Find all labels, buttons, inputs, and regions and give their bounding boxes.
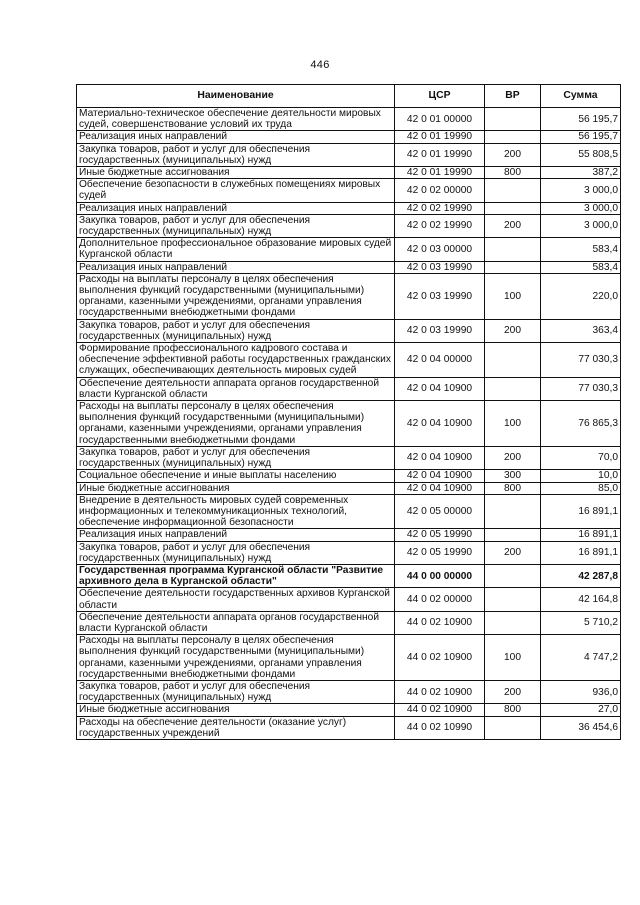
row-name-cell: Закупка товаров, работ и услуг для обеспечения государственных (муниципальных) нужд — [77, 143, 395, 166]
row-csr-cell: 42 0 01 19990 — [395, 143, 485, 166]
row-vr-cell — [485, 611, 541, 634]
table-row — [77, 238, 621, 261]
row-vr-cell — [485, 343, 541, 378]
row-sum-cell: 56 195,7 — [541, 131, 621, 143]
table-body — [77, 108, 621, 740]
row-vr-cell — [485, 108, 541, 131]
row-name-cell: Формирование профессионального кадрового состава и обеспечение эффективной работы государственных гражданских служащих, обеспечивающих деятельность мировых судей — [77, 343, 395, 378]
row-csr-cell: 42 0 04 10900 — [395, 446, 485, 469]
row-sum-cell: 220,0 — [541, 273, 621, 319]
row-sum-cell: 27,0 — [541, 704, 621, 716]
row-sum-cell: 10,0 — [541, 470, 621, 482]
row-vr-cell: 100 — [485, 401, 541, 447]
row-vr-cell: 200 — [485, 143, 541, 166]
table-row — [77, 541, 621, 564]
table-row — [77, 564, 621, 587]
row-csr-cell: 44 0 02 10900 — [395, 611, 485, 634]
row-vr-cell: 200 — [485, 214, 541, 237]
row-name-cell: Реализация иных направлений — [77, 202, 395, 214]
row-name-cell: Реализация иных направлений — [77, 529, 395, 541]
table-row — [77, 680, 621, 703]
row-sum-cell: 3 000,0 — [541, 179, 621, 202]
table-row — [77, 446, 621, 469]
row-vr-cell: 200 — [485, 680, 541, 703]
row-sum-cell: 77 030,3 — [541, 343, 621, 378]
row-sum-cell: 16 891,1 — [541, 494, 621, 529]
table-row — [77, 529, 621, 541]
row-name-cell: Закупка товаров, работ и услуг для обеспечения государственных (муниципальных) нужд — [77, 541, 395, 564]
row-vr-cell — [485, 202, 541, 214]
row-sum-cell: 56 195,7 — [541, 108, 621, 131]
row-csr-cell: 42 0 05 19990 — [395, 529, 485, 541]
row-csr-cell: 42 0 04 10900 — [395, 377, 485, 400]
row-name-cell: Расходы на выплаты персоналу в целях обеспечения выполнения функций государственными (муниципальными) органами, казенными учреждениями, органами управления государственными внебюджетными фондами — [77, 635, 395, 681]
row-vr-cell: 300 — [485, 470, 541, 482]
row-name-cell: Иные бюджетные ассигнования — [77, 704, 395, 716]
row-sum-cell: 5 710,2 — [541, 611, 621, 634]
row-vr-cell: 800 — [485, 482, 541, 494]
row-sum-cell: 583,4 — [541, 238, 621, 261]
row-name-cell: Иные бюджетные ассигнования — [77, 482, 395, 494]
budget-table — [76, 84, 621, 740]
row-csr-cell: 42 0 02 00000 — [395, 179, 485, 202]
row-csr-cell: 42 0 01 00000 — [395, 108, 485, 131]
row-csr-cell: 42 0 05 19990 — [395, 541, 485, 564]
row-name-cell: Обеспечение безопасности в служебных помещениях мировых судей — [77, 179, 395, 202]
row-sum-cell: 36 454,6 — [541, 716, 621, 739]
row-name-cell: Иные бюджетные ассигнования — [77, 167, 395, 179]
row-sum-cell: 85,0 — [541, 482, 621, 494]
row-sum-cell: 77 030,3 — [541, 377, 621, 400]
header-vr: ВР — [485, 85, 541, 108]
row-sum-cell: 70,0 — [541, 446, 621, 469]
row-sum-cell: 16 891,1 — [541, 529, 621, 541]
row-name-cell: Расходы на выплаты персоналу в целях обеспечения выполнения функций государственными (муниципальными) органами, казенными учреждениями, органами управления государственными внебюджетными фондами — [77, 401, 395, 447]
row-csr-cell: 42 0 02 19990 — [395, 214, 485, 237]
row-csr-cell: 42 0 03 19990 — [395, 273, 485, 319]
row-vr-cell — [485, 131, 541, 143]
row-vr-cell — [485, 564, 541, 587]
row-name-cell: Обеспечение деятельности аппарата органов государственной власти Курганской области — [77, 377, 395, 400]
table-row — [77, 143, 621, 166]
row-name-cell: Материально-техническое обеспечение деятельности мировых судей, совершенствование условий их труда — [77, 108, 395, 131]
table-row — [77, 261, 621, 273]
row-csr-cell: 42 0 04 10900 — [395, 470, 485, 482]
row-vr-cell — [485, 529, 541, 541]
row-sum-cell: 42 287,8 — [541, 564, 621, 587]
row-name-cell: Закупка товаров, работ и услуг для обеспечения государственных (муниципальных) нужд — [77, 319, 395, 342]
row-vr-cell — [485, 261, 541, 273]
table-header-row — [77, 85, 621, 108]
row-csr-cell: 42 0 01 19990 — [395, 131, 485, 143]
table-row — [77, 377, 621, 400]
row-name-cell: Государственная программа Курганской области "Развитие архивного дела в Курганской области" — [77, 564, 395, 587]
row-sum-cell: 3 000,0 — [541, 202, 621, 214]
table-row — [77, 401, 621, 447]
table-row — [77, 131, 621, 143]
table-row — [77, 588, 621, 611]
row-csr-cell: 44 0 02 10990 — [395, 716, 485, 739]
row-sum-cell: 3 000,0 — [541, 214, 621, 237]
row-vr-cell — [485, 716, 541, 739]
table-row — [77, 635, 621, 681]
row-csr-cell: 44 0 02 10900 — [395, 680, 485, 703]
row-name-cell: Внедрение в деятельность мировых судей современных информационных и телекоммуникационных технологий, обеспечение информационной безопасности — [77, 494, 395, 529]
row-sum-cell: 363,4 — [541, 319, 621, 342]
header-sum: Сумма — [541, 85, 621, 108]
table-row — [77, 611, 621, 634]
row-csr-cell: 44 0 00 00000 — [395, 564, 485, 587]
row-csr-cell: 42 0 05 00000 — [395, 494, 485, 529]
table-row — [77, 179, 621, 202]
row-name-cell: Обеспечение деятельности государственных архивов Курганской области — [77, 588, 395, 611]
row-vr-cell — [485, 494, 541, 529]
table-row — [77, 482, 621, 494]
row-name-cell: Закупка товаров, работ и услуг для обеспечения государственных (муниципальных) нужд — [77, 446, 395, 469]
row-csr-cell: 42 0 04 00000 — [395, 343, 485, 378]
row-csr-cell: 42 0 04 10900 — [395, 482, 485, 494]
row-vr-cell: 800 — [485, 704, 541, 716]
row-name-cell: Реализация иных направлений — [77, 261, 395, 273]
page-number: 446 — [310, 59, 330, 71]
row-vr-cell: 100 — [485, 273, 541, 319]
row-vr-cell: 200 — [485, 541, 541, 564]
row-name-cell: Обеспечение деятельности аппарата органов государственной власти Курганской области — [77, 611, 395, 634]
table-row — [77, 319, 621, 342]
row-vr-cell — [485, 588, 541, 611]
table-row — [77, 716, 621, 739]
row-vr-cell — [485, 179, 541, 202]
row-vr-cell — [485, 377, 541, 400]
row-vr-cell: 200 — [485, 319, 541, 342]
row-csr-cell: 44 0 02 00000 — [395, 588, 485, 611]
table-row — [77, 470, 621, 482]
row-sum-cell: 16 891,1 — [541, 541, 621, 564]
header-name: Наименование — [77, 85, 395, 108]
table-row — [77, 273, 621, 319]
row-csr-cell: 44 0 02 10900 — [395, 635, 485, 681]
table-row — [77, 494, 621, 529]
row-name-cell: Расходы на обеспечение деятельности (оказание услуг) государственных учреждений — [77, 716, 395, 739]
row-name-cell: Дополнительное профессиональное образование мировых судей Курганской области — [77, 238, 395, 261]
row-sum-cell: 583,4 — [541, 261, 621, 273]
table-row — [77, 704, 621, 716]
row-name-cell: Социальное обеспечение и иные выплаты населению — [77, 470, 395, 482]
row-name-cell: Реализация иных направлений — [77, 131, 395, 143]
row-vr-cell — [485, 238, 541, 261]
row-csr-cell: 44 0 02 10900 — [395, 704, 485, 716]
row-sum-cell: 936,0 — [541, 680, 621, 703]
row-csr-cell: 42 0 03 00000 — [395, 238, 485, 261]
row-csr-cell: 42 0 02 19990 — [395, 202, 485, 214]
row-name-cell: Закупка товаров, работ и услуг для обеспечения государственных (муниципальных) нужд — [77, 214, 395, 237]
table-row — [77, 108, 621, 131]
row-name-cell: Расходы на выплаты персоналу в целях обеспечения выполнения функций государственными (муниципальными) органами, казенными учреждениями, органами управления государственными внебюджетными фондами — [77, 273, 395, 319]
row-vr-cell: 200 — [485, 446, 541, 469]
row-vr-cell: 800 — [485, 167, 541, 179]
row-csr-cell: 42 0 03 19990 — [395, 319, 485, 342]
row-csr-cell: 42 0 01 19990 — [395, 167, 485, 179]
row-csr-cell: 42 0 03 19990 — [395, 261, 485, 273]
row-sum-cell: 4 747,2 — [541, 635, 621, 681]
header-csr: ЦСР — [395, 85, 485, 108]
table-row — [77, 202, 621, 214]
row-sum-cell: 387,2 — [541, 167, 621, 179]
row-sum-cell: 42 164,8 — [541, 588, 621, 611]
row-name-cell: Закупка товаров, работ и услуг для обеспечения государственных (муниципальных) нужд — [77, 680, 395, 703]
table-row — [77, 343, 621, 378]
table-row — [77, 167, 621, 179]
row-vr-cell: 100 — [485, 635, 541, 681]
row-csr-cell: 42 0 04 10900 — [395, 401, 485, 447]
row-sum-cell: 76 865,3 — [541, 401, 621, 447]
table-row — [77, 214, 621, 237]
row-sum-cell: 55 808,5 — [541, 143, 621, 166]
